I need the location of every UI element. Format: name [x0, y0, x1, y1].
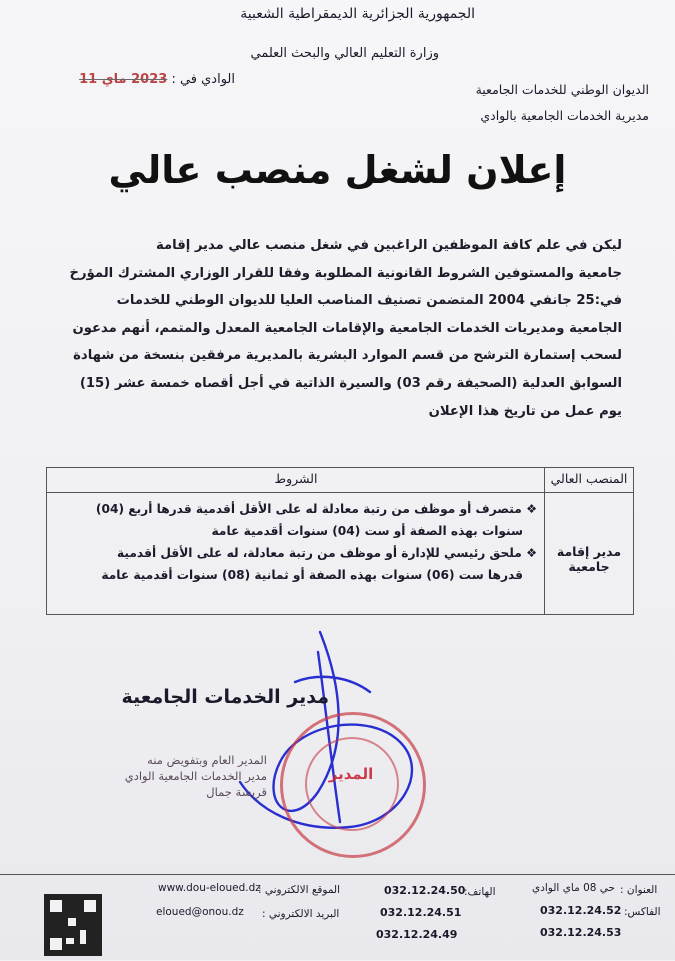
- condition-line: سنوات بهذه الصفة أو ست (04) سنوات أقدمية عامة: [211, 524, 523, 538]
- date-prefix: الوادي في :: [171, 72, 235, 87]
- header-position: المنصب العالي: [550, 471, 628, 486]
- body-line: في:25 جانفي 2004 المتضمن تصنيف المناصب العليا للديوان الوطني للخدمات: [116, 293, 622, 309]
- office-heading: الديوان الوطني للخدمات الجامعية: [475, 82, 649, 97]
- email-label: البريد الالكتروني :: [262, 908, 340, 920]
- delegation-text: المدير العام وبتفويض منه: [147, 753, 267, 767]
- email-link[interactable]: eloued@onou.dz: [156, 906, 244, 918]
- date-value: 2023 ماي 11: [79, 72, 168, 87]
- website-label: الموقع الالكتروني :: [258, 884, 341, 896]
- condition-line: ❖ ملحق رئيسي للإدارة أو موظف من رتبة معادلة، له على الأقل أقدمية: [117, 546, 537, 560]
- body-line: يوم عمل من تاريخ هذا الإعلان: [428, 403, 622, 419]
- position-cell: مدير إقامة جامعية: [556, 544, 622, 574]
- delegation-role: مدير الخدمات الجامعية الوادي: [124, 769, 267, 783]
- stamp-label: المدير: [328, 765, 374, 783]
- phone-label: الهاتف:: [464, 886, 496, 898]
- body-line: السوابق العدلية (الصحيفة رقم 03) والسيرة الذاتية في أجل أقصاه خمسة عشر (15): [79, 375, 622, 391]
- phone-number: 032.12.24.51: [380, 906, 462, 919]
- republic-heading: الجمهورية الجزائرية الديمقراطية الشعبية: [240, 6, 475, 22]
- header-conditions: الشروط: [274, 471, 318, 486]
- official-stamp: [280, 712, 426, 858]
- stamp-inner-ring: [305, 737, 399, 831]
- ministry-heading: وزارة التعليم العالي والبحث العلمي: [250, 46, 439, 61]
- date-line: [79, 72, 235, 87]
- announcement-body: [52, 232, 622, 425]
- conditions-cell: [55, 498, 537, 586]
- address-label: العنوان :: [620, 884, 658, 896]
- fax-number: 032.12.24.52: [540, 904, 622, 917]
- body-line: لسحب إستمارة الترشح من قسم الموارد البشرية بالمديرية مرفقين بنسخة من شهادة: [73, 348, 622, 364]
- body-line: ليكن في علم كافة الموظفين الراغبين في شغل منصب عالي مدير إقامة: [155, 238, 622, 253]
- condition-line: ❖ متصرف أو موظف من رتبة معادلة له على الأقل أقدمية قدرها أربع (04): [95, 502, 537, 516]
- document-title: إعلان لشغل منصب عالي: [108, 148, 567, 192]
- phone-number: 032.12.24.49: [376, 928, 458, 941]
- signer-name: قريشة جمال: [206, 785, 267, 799]
- positions-table: [46, 467, 634, 615]
- phone-number: 032.12.24.50: [384, 884, 466, 897]
- body-line: جامعية والمستوفين الشروط القانونية المطلوبة وفقا للقرار الوزاري المشترك المؤرخ: [69, 265, 622, 281]
- delegation-block: [125, 752, 267, 800]
- column-divider: [544, 468, 545, 614]
- body-line: الجامعية ومديريات الخدمات الجامعية والإقامات الجامعية المعدل والمتمم، أنهم مدعون: [72, 320, 622, 336]
- condition-line: قدرها ست (06) سنوات بهذه الصفة أو ثمانية (08) سنوات أقدمية عامة: [101, 568, 523, 582]
- website-link[interactable]: www.dou-eloued.dz: [158, 882, 261, 894]
- directorate-heading: مديرية الخدمات الجامعية بالوادي: [480, 108, 649, 123]
- address-text: حي 08 ماي الوادي: [532, 882, 616, 894]
- qr-code-icon: [44, 894, 102, 956]
- signatory-title: مدير الخدمات الجامعية: [121, 686, 329, 708]
- fax-label: الفاكس:: [624, 906, 661, 918]
- fax-number: 032.12.24.53: [540, 926, 622, 939]
